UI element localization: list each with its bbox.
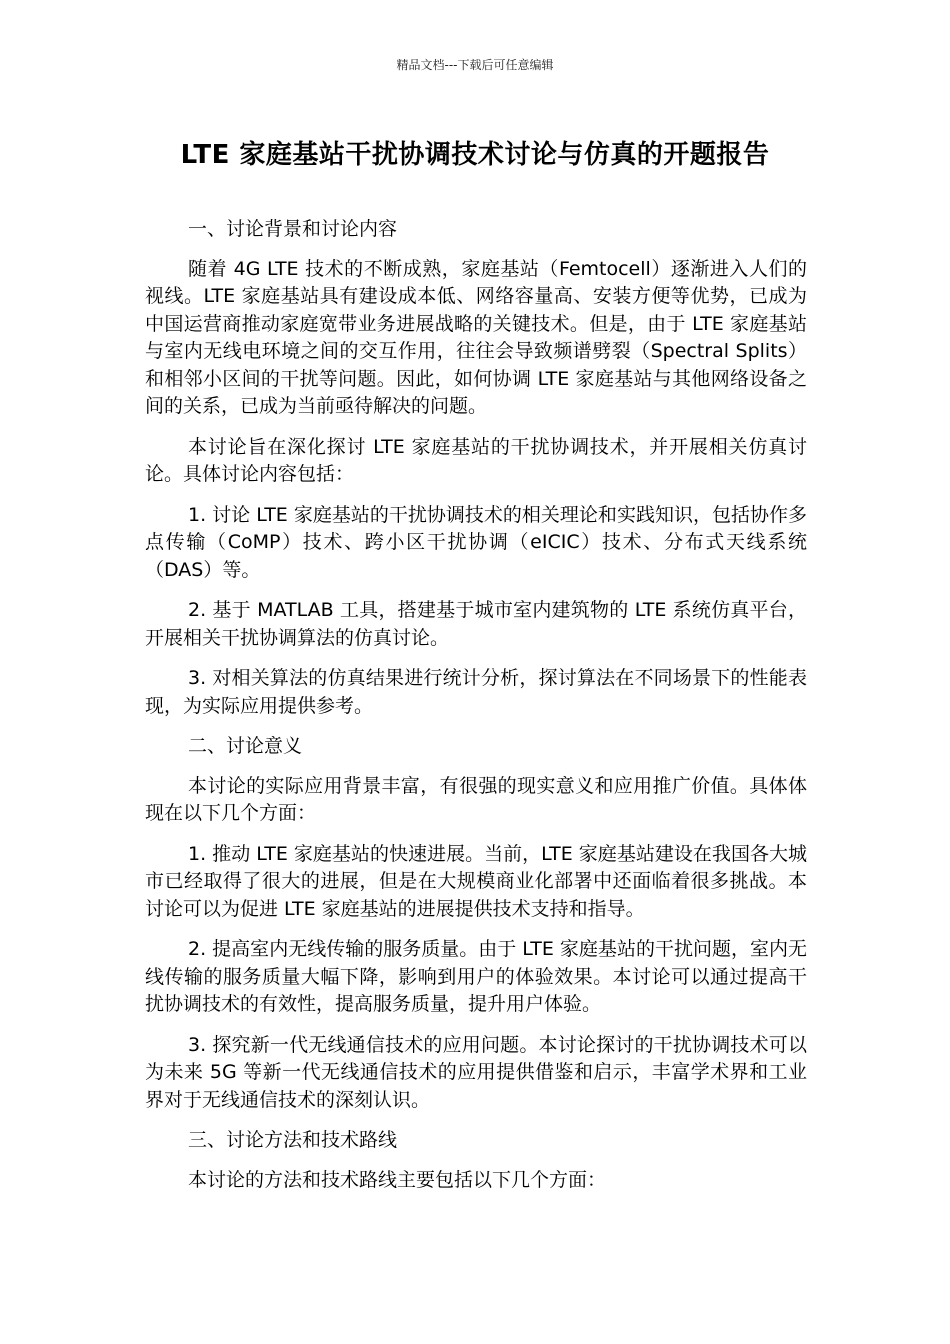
section-heading-background: 一、讨论背景和讨论内容 [188, 218, 398, 240]
document-title: LTE 家庭基站干扰协调技术讨论与仿真的开题报告 [180, 140, 770, 170]
list-item-content-3: 3. 对相关算法的仿真结果进行统计分析，探讨算法在不同场景下的性能表现，为实际应用提供参考。 [145, 667, 807, 717]
section-heading-methods: 三、讨论方法和技术路线 [188, 1129, 398, 1151]
paragraph-significance: 本讨论的实际应用背景丰富，有很强的现实意义和应用推广价值。具体体现在以下几个方面： [145, 774, 807, 824]
section-heading-significance: 二、讨论意义 [188, 735, 303, 757]
document-body [145, 216, 807, 1207]
paragraph-background: 随着 4G LTE 技术的不断成熟，家庭基站（Femtocell）逐渐进入人们的视线。LTE 家庭基站具有建设成本低、网络容量高、安装方便等优势，已成为中国运营商推动家庭宽带业务进展战略的关键技术。但是，由于 LTE 家庭基站与室内无线电环境之间的交互作用，往往会导致频谱劈裂（Spectral Splits）和相邻小区间的干扰等问题。因此，如何协调 LTE 家庭基站与其他网络设备之间的关系，已成为当前亟待解决的问题。 [145, 257, 807, 417]
list-item-content-1: 1. 讨论 LTE 家庭基站的干扰协调技术的相关理论和实践知识，包括协作多点传输（CoMP）技术、跨小区干扰协调（eICIC）技术、分布式天线系统（DAS）等。 [145, 503, 807, 581]
list-item-significance-2: 2. 提高室内无线传输的服务质量。由于 LTE 家庭基站的干扰问题，室内无线传输的服务质量大幅下降，影响到用户的体验效果。本讨论可以通过提高干扰协调技术的有效性，提高服务质量，提升用户体验。 [145, 938, 807, 1015]
paragraph-research-aim: 本讨论旨在深化探讨 LTE 家庭基站的干扰协调技术，并开展相关仿真讨论。具体讨论内容包括： [145, 435, 807, 485]
list-item-significance-3: 3. 探究新一代无线通信技术的应用问题。本讨论探讨的干扰协调技术可以为未来 5G 等新一代无线通信技术的应用提供借鉴和启示，丰富学术界和工业界对于无线通信技术的深刻认识。 [145, 1033, 807, 1111]
list-item-significance-1: 1. 推动 LTE 家庭基站的快速进展。当前，LTE 家庭基站建设在我国各大城市已经取得了很大的进展，但是在大规模商业化部署中还面临着很多挑战。本讨论可以为促进 LTE 家庭基站的进展提供技术支持和指导。 [145, 842, 807, 920]
page-header: 精品文档---下载后可任意编辑 [396, 58, 554, 72]
list-item-content-2: 2. 基于 MATLAB 工具，搭建基于城市室内建筑物的 LTE 系统仿真平台，开展相关干扰协调算法的仿真讨论。 [145, 599, 807, 649]
paragraph-methods: 本讨论的方法和技术路线主要包括以下几个方面： [188, 1168, 607, 1191]
